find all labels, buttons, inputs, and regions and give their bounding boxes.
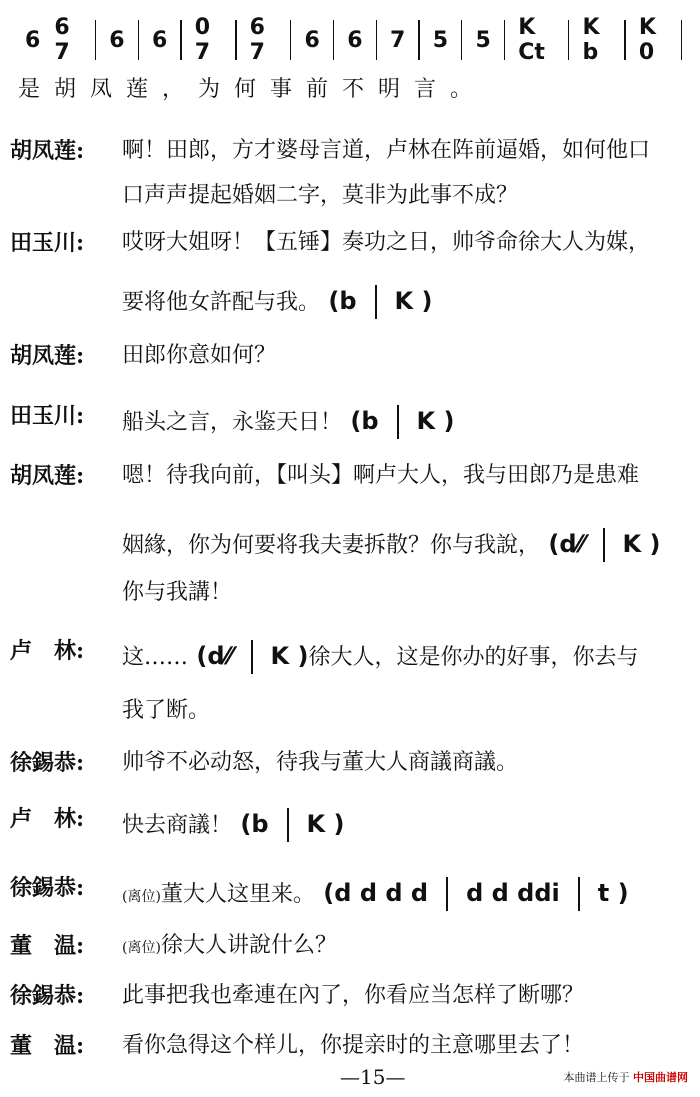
note: 6 <box>304 27 320 53</box>
barline <box>376 20 377 60</box>
spoken-text: 此事把我也牽連在內了，你看应当怎样了断哪？ <box>122 983 585 1008</box>
cue-note: d d d d <box>334 879 429 907</box>
spoken-text: 我了断。 <box>122 698 211 723</box>
spoken-text: 啊！田郎，方才婆母言道，卢林在阵前逼婚，如何他口 <box>122 138 651 163</box>
cue-note: K <box>622 530 642 558</box>
barline <box>95 20 96 60</box>
spoken-text: 口声声提起婚姻二字，莫非为此事不成？ <box>122 183 519 208</box>
notation-lyric: 是胡凤莲，为何事前不明言。 <box>18 77 487 102</box>
spoken-text: 田郎你意如何？ <box>122 343 277 368</box>
page-number: —15— <box>340 1065 406 1089</box>
credit-text: 本曲谱上传于 <box>563 1071 630 1084</box>
spoken-text: 徐大人，这是你办的好事，你去与 <box>308 645 639 670</box>
line-text <box>122 1035 584 1057</box>
speaker-name: 董 温: <box>10 933 85 959</box>
speaker-name: 胡凤莲: <box>10 463 85 489</box>
speaker-name: 胡凤莲: <box>10 343 85 369</box>
note: 6 <box>347 27 363 53</box>
stage-direction: (离位) <box>122 940 161 956</box>
barline <box>138 20 139 60</box>
cue-note: b <box>361 407 379 435</box>
spoken-text: 姻緣，你为何要将我夫妻拆散？你与我說， <box>122 533 541 558</box>
speaker-name: 田玉川: <box>10 230 85 256</box>
barline <box>603 528 605 562</box>
line-text <box>122 752 518 774</box>
speaker-name: 徐錫恭: <box>10 750 85 776</box>
spoken-text: 帅爷不必动怒，待我与董大人商議商議。 <box>122 750 519 775</box>
note: 0 7 <box>194 15 210 65</box>
cue-note: K <box>270 642 290 670</box>
note: 5 <box>475 27 491 53</box>
barline <box>251 640 253 674</box>
line-text <box>122 700 210 722</box>
line-text <box>122 465 639 487</box>
percussion-cue: (d⁄⁄ K ) <box>188 642 308 670</box>
note: K Ct <box>518 15 545 65</box>
percussion-cue: (b K ) <box>232 810 344 838</box>
cue-note: K <box>416 407 436 435</box>
cue-note: b <box>339 287 357 315</box>
barline <box>446 877 448 911</box>
cue-note: d d ddi <box>466 879 560 907</box>
percussion-cue: (b K ) <box>320 287 432 315</box>
stage-direction: (离位) <box>122 889 161 905</box>
spoken-text: 嗯！待我向前，【叫头】啊卢大人，我与田郎乃是患难 <box>122 463 640 488</box>
speaker-name: 徐錫恭: <box>10 983 85 1009</box>
spoken-text: 你与我講！ <box>122 580 233 605</box>
barline <box>290 20 291 60</box>
footer <box>0 1065 700 1091</box>
barline <box>180 20 181 60</box>
line-text <box>122 935 337 957</box>
line-text <box>122 232 650 254</box>
speaker-name: 胡凤莲: <box>10 138 85 164</box>
note: K b <box>582 15 600 65</box>
spoken-text: 船头之言，永鉴天日！ <box>122 410 343 435</box>
notation-line <box>18 15 688 65</box>
barline <box>681 20 682 60</box>
barline <box>333 20 334 60</box>
site-logo: 中国曲谱网 <box>633 1071 688 1084</box>
note: 6 7 <box>54 15 70 65</box>
barline <box>418 20 419 60</box>
line-text <box>122 140 650 162</box>
cue-note: d⁄⁄ <box>207 642 233 670</box>
barline <box>235 20 236 60</box>
spoken-text: 看你急得这个样儿，你提亲时的主意哪里去了！ <box>122 1033 585 1058</box>
speaker-name: 卢 林: <box>10 806 85 832</box>
cue-note: K <box>394 287 414 315</box>
barline <box>578 877 580 911</box>
note: 6 <box>109 27 125 53</box>
line-text <box>122 528 660 562</box>
note: 7 <box>389 27 406 53</box>
credit <box>564 1069 689 1085</box>
note: 6 <box>151 27 168 53</box>
barline <box>504 20 505 60</box>
line-text <box>122 640 639 674</box>
speaker-name: 卢 林: <box>10 638 85 664</box>
speaker-name: 田玉川: <box>10 403 85 429</box>
cue-note: b <box>251 810 269 838</box>
note: 6 <box>25 27 41 53</box>
note: 5 <box>432 27 448 53</box>
speaker-name: 董 温: <box>10 1033 85 1059</box>
barline <box>287 808 289 842</box>
cue-note: K <box>306 810 326 838</box>
line-text <box>122 405 454 439</box>
barline <box>397 405 399 439</box>
speaker-name: 徐錫恭: <box>10 875 85 901</box>
barline <box>375 285 377 319</box>
barline <box>568 20 569 60</box>
line-text <box>122 185 518 207</box>
cue-note: d⁄⁄ <box>559 530 585 558</box>
note: 6 7 <box>249 15 265 65</box>
note: K 0 <box>638 15 656 65</box>
spoken-text: 这…… <box>122 645 189 670</box>
percussion-cue: (d d d d d d ddi t ) <box>315 879 629 907</box>
cue-note: t <box>597 879 610 907</box>
line-text <box>122 285 432 319</box>
spoken-text: 要将他女許配与我。 <box>122 290 321 315</box>
line-text <box>122 877 629 911</box>
percussion-cue: (d⁄⁄ K ) <box>540 530 660 558</box>
spoken-text: 快去商議！ <box>122 813 233 838</box>
line-text <box>122 582 232 604</box>
spoken-text: 徐大人讲說什么？ <box>160 933 337 958</box>
percussion-cue: (b K ) <box>342 407 454 435</box>
line-text <box>122 808 344 842</box>
line-text <box>122 985 584 1007</box>
barline <box>624 20 625 60</box>
spoken-text: 董大人这里来。 <box>160 882 315 907</box>
line-text <box>122 345 276 367</box>
barline <box>461 20 462 60</box>
spoken-text: 哎呀大姐呀！【五锤】奏功之日，帅爷命徐大人为媒， <box>122 230 651 255</box>
